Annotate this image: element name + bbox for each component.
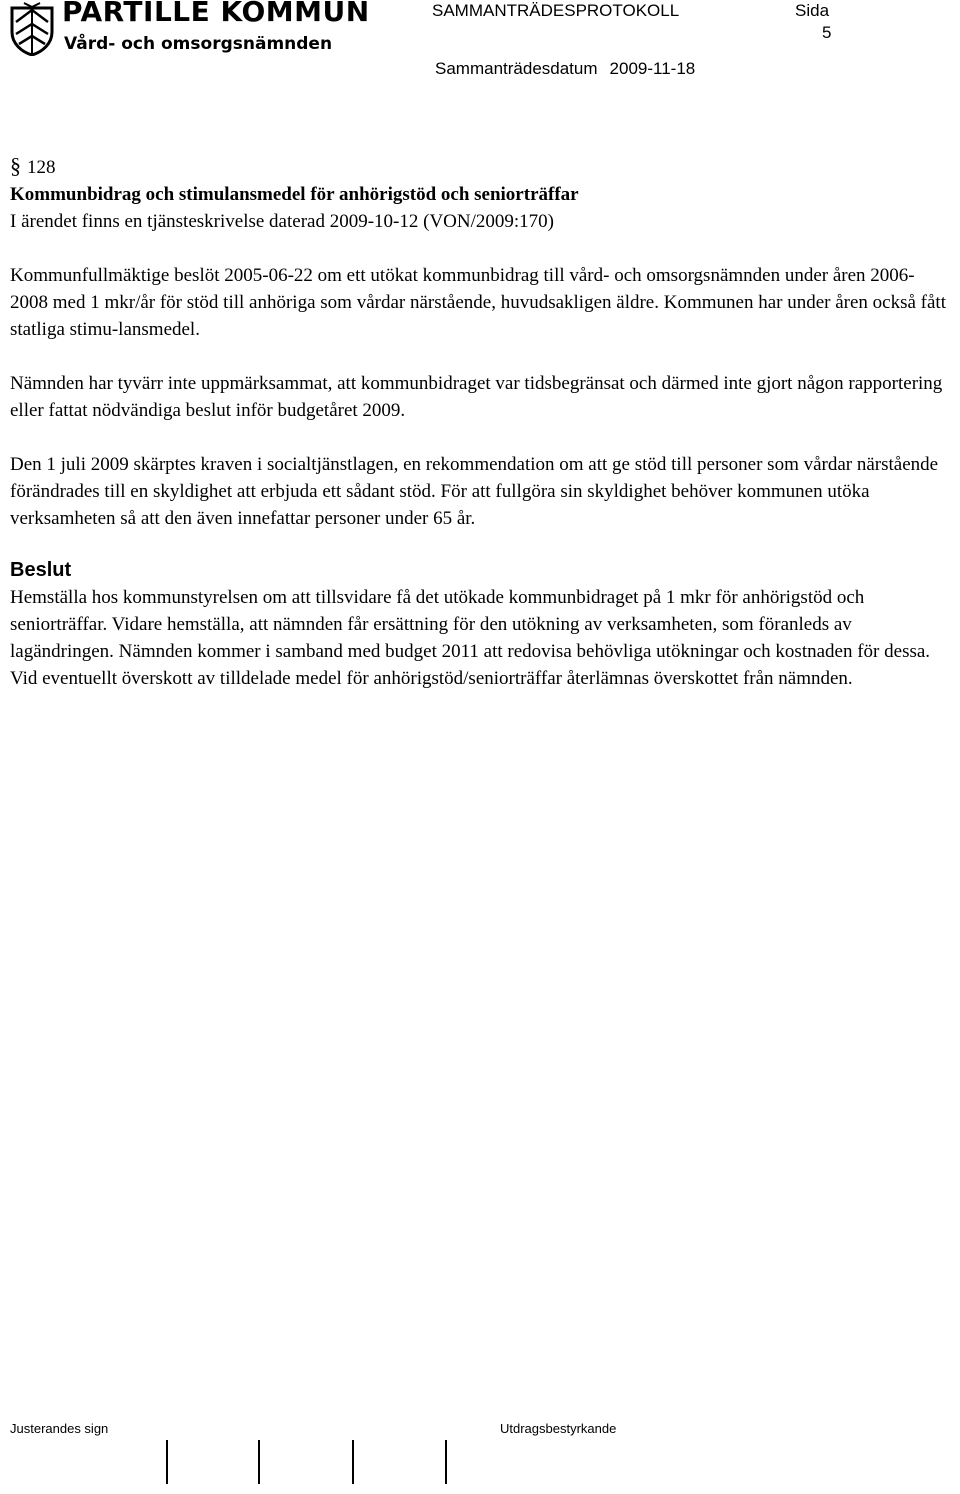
document-type: SAMMANTRÄDESPROTOKOLL xyxy=(432,1,680,20)
meeting-date xyxy=(435,58,695,80)
paragraph-law-change: Den 1 juli 2009 skärptes kraven i socialtjänstlagen, en rekommendation om att ge stöd till personer som vårdar närstående förändrades till en skyldighet att erbjuda ett sådant stöd. För att fullgöra sin skyldighet behöver kommunen utöka verksamheten så att den även innefattar personer under 65 år. xyxy=(10,454,939,529)
organization-subtitle: Vård- och omsorgsnämnden xyxy=(64,34,333,54)
coat-of-arms-icon xyxy=(10,2,54,56)
meeting-date-label: Sammanträdesdatum xyxy=(435,59,598,78)
section-title: Kommunbidrag och stimulansmedel för anhörigstöd och seniorträffar xyxy=(10,184,579,205)
signature-line xyxy=(258,1440,260,1484)
signature-line xyxy=(352,1440,354,1484)
decision-heading: Beslut xyxy=(10,559,72,581)
section-reference: I ärendet finns en tjänsteskrivelse daterad 2009-10-12 (VON/2009:170) xyxy=(10,211,554,232)
decision-text: Hemställa hos kommunstyrelsen om att tillsvidare få det utökade kommunbidraget på 1 mkr för anhörigstöd och seniorträffar. Vidare hemställa, att nämnden får ersättning för den utökning av verksamheten, som föranleds av lagändringen. Nämnden kommer i samband med budget 2011 att redovisa behövliga utökningar och kostnaden för dessa. Vid eventuellt överskott av tilldelade medel för anhörigstöd/seniorträffar återlämnas överskottet från nämnden. xyxy=(10,587,931,689)
footer-justerandes-sign: Justerandes sign xyxy=(10,1421,109,1436)
page-label: Sida xyxy=(795,1,830,20)
section-number-value: 128 xyxy=(27,157,56,178)
section-number xyxy=(10,152,950,181)
page-number: 5 xyxy=(822,23,832,42)
meeting-date-value: 2009-11-18 xyxy=(609,59,696,78)
document-body xyxy=(10,152,950,692)
organization-name: PARTILLE KOMMUN xyxy=(62,0,370,28)
footer-utdragsbestyrkande: Utdragsbestyrkande xyxy=(500,1421,617,1436)
section-sign: § xyxy=(10,153,21,178)
signature-line xyxy=(166,1440,168,1484)
paragraph-background: Kommunfullmäktige beslöt 2005-06-22 om ett utökat kommunbidrag till vård- och omsorgsnämnden under åren 2006-2008 med 1 mkr/år för stöd till anhöriga som vårdar närstående, huvudsakligen äldre. Kommunen har under åren också fått statliga stimu-lansmedel. xyxy=(10,265,946,340)
paragraph-issue: Nämnden har tyvärr inte uppmärksammat, att kommunbidraget var tidsbegränsat och därmed inte gjort någon rapportering eller fattat nödvändiga beslut inför budgetåret 2009. xyxy=(10,373,943,421)
signature-line xyxy=(445,1440,447,1484)
